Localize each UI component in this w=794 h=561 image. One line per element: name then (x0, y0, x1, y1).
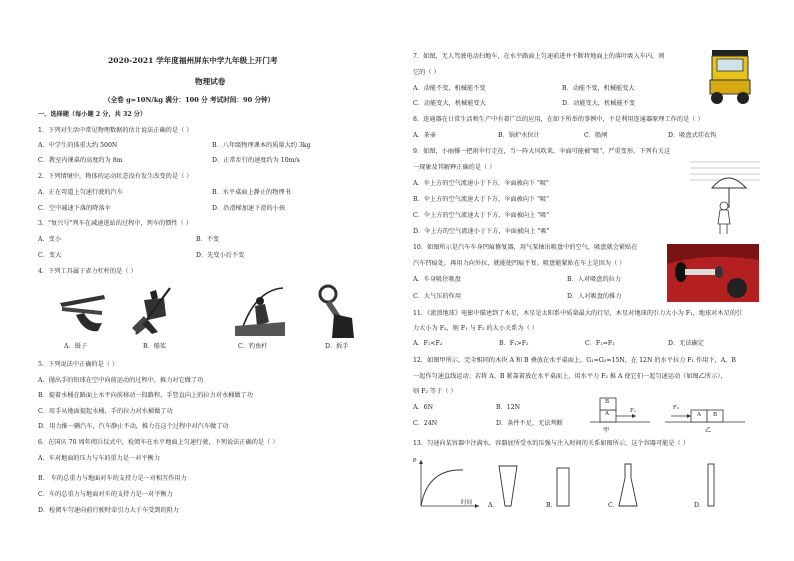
q6-option-a: A．车对地面的压力与车的重力是一对平衡力 (38, 455, 161, 462)
q6-option-b: B． 车的总重力与地面对车的支持力是一对相互作用力 (38, 475, 187, 482)
q11-option-a: A．F₁<F₂ (413, 340, 443, 347)
q9-option-a: A．伞上方的空气流速小于下方，伞面被向下 "吸" (413, 180, 549, 187)
q5-option-b: B．提着水桶在路面上水平向前移动一段路程，手竖直向上的拉力对水桶做了功 (38, 392, 253, 399)
q9-option-d: D．伞上方的空气流速小于下方，伞面被向上 "吸" (413, 228, 550, 235)
q10-option-a: A．车身吸住吸盘 (413, 276, 461, 283)
q5-option-c: C．用手从地面提起水桶，手的拉力对水桶做了功 (38, 408, 173, 415)
q3-option-d: D．先变小后不变 (196, 252, 245, 259)
q12-stem-line1: 12．如图甲所示，完全相同的木块 A 和 B 叠放在水平桌面上，G₁=G₂=15N，在 12N 的水平拉力 F₁ 作用下，A、B (413, 357, 736, 364)
stacked-blocks-diagram (590, 392, 650, 432)
q13-stem: 13．匀速向某容器中注满水，容器底所受水的压强与注入时间的关系如图所示，这个容器可能是（ ） (413, 440, 689, 447)
q10-stem-line2: 汽车凹痕处，再用力向外拉，就能使凹痕平复。吸盘能紧贴在车上是因为（ ） (413, 260, 626, 267)
q10-option-c: C．大气压的作用 (413, 293, 462, 300)
q8-option-b: B．锅炉水位计 (498, 132, 540, 139)
q11-option-b: B．F₁>F₂ (499, 340, 529, 347)
q9-option-b: B．伞上方的空气流速大于下方，伞面被向下 "吸" (413, 196, 549, 203)
fishing-rod-photo (235, 286, 285, 336)
q3-option-c: C．变大 (38, 252, 62, 259)
container-c-flask (617, 462, 639, 508)
q2-option-b: B．水平桌面上静止的物理书 (212, 189, 291, 196)
q12-stem-line2: 一起作匀速直线运动；若将 A、B 紧靠着放在水平桌面上，用水平力 F₂ 推 A 使它们一起匀速运动（如图乙所示）， (413, 373, 727, 380)
q6-stem: 6．在国庆 70 周年阅兵仪式中，检阅车在水平地面上匀速行驶，下列说法正确的是（ ） (38, 439, 279, 446)
block-b-label: B (605, 399, 610, 405)
q11-option-d: D．无法确定 (668, 340, 704, 347)
dent-repair-suction-photo (667, 244, 759, 302)
q6-option-d: D．检阅车匀速向前行驶时牵引力大于车受到的阻力 (38, 507, 180, 514)
container-b-cylinder (555, 466, 571, 508)
q8-option-c: C．船闸 (584, 132, 608, 139)
q7-option-d: D．动能变大，机械能不变 (562, 100, 636, 107)
q12-option-b: B．12N (496, 404, 521, 411)
force-f1-label: F₁ (630, 408, 637, 414)
q13-option-d: D． (694, 502, 706, 509)
q4-stem: 4．下列工具属于省力杠杆的是（ ） (38, 268, 137, 275)
block-a-label-2: A (697, 412, 701, 418)
q13-option-c: C． (608, 502, 619, 509)
q7-stem-line2: 它的（ ） (413, 69, 440, 76)
block-b-label-2: B (713, 412, 718, 418)
q9-stem-line2: 一现象及其解释正确的是（ ） (413, 164, 496, 171)
q4-option-a: A．镊子 (64, 343, 88, 350)
q13-option-b: B． (546, 502, 557, 509)
wrench-photo (316, 284, 356, 338)
exam-info: （全卷 g=10N/kg 满分：100 分 考试时间：90 分钟） (104, 96, 275, 104)
q2-option-a: A．正在弯道上匀速行驶的汽车 (38, 189, 123, 196)
q2-option-d: D．沿滑梯加速下滑的小孩 (212, 205, 286, 212)
q5-option-d: D．用力推一辆汽车，汽车静止不动，推力在这个过程中对汽车做了功 (38, 423, 229, 430)
q13-option-a: A． (488, 502, 499, 509)
container-d-narrow-tube (704, 462, 718, 508)
q2-stem: 2．下列情境中，物体的运动状态没有发生改变的是（ ） (38, 173, 193, 180)
q3-option-a: A．变小 (38, 236, 62, 243)
q4-option-b: B．船桨 (143, 343, 167, 350)
graph-p-axis-label: p (413, 457, 417, 463)
container-a-flared-top (497, 464, 519, 508)
section-heading: 一、选择题（每小题 2 分，共 32 分） (38, 111, 147, 118)
tweezers-photo (58, 285, 108, 335)
q1-option-b: B．八年级物理课本的质量大约 3kg (212, 142, 311, 149)
girl-with-umbrella-illustration (690, 158, 760, 238)
q7-option-a: A．动能不变，机械能不变 (413, 85, 486, 92)
q9-option-c: C．伞上方的空气流速大于下方，伞面被向上 "吸" (413, 212, 550, 219)
q12-option-c: C．24N (413, 420, 438, 427)
q5-option-a: A．抛出手的铅球在空中向前运动的过程中，推力对它做了功 (38, 377, 204, 384)
graph-time-axis-label: 时间 (461, 500, 473, 506)
q4-option-d: D．扳手 (325, 343, 349, 350)
q12-option-d: D．条件不足，无法判断 (496, 420, 563, 427)
q11-stem-line2: 力大小为 F₂，则 F₁ 与 F₂ 的大小关系为（ ） (413, 325, 538, 332)
force-f2-label: F₂ (673, 405, 680, 411)
q8-option-d: D．吸盘式挂衣钩 (668, 132, 717, 139)
exam-title: 2020-2021 学年度福州屏东中学九年级上开门考 (108, 56, 278, 65)
q7-option-b: B．动能不变，机械能变大 (562, 85, 635, 92)
q11-option-c: C．F₁=F₂ (585, 340, 615, 347)
q12-stem-line3: 则 F₂ 等于（ ） (413, 388, 457, 395)
q11-stem-line1: 11．《流浪地球》电影中描述到了木星，木星是太阳系中质量最大的行星，木星对地球的引力大小为 F₁，地球对木星的引 (413, 310, 743, 317)
q7-option-c: C．动能变大，机械能变大 (413, 100, 486, 107)
q5-stem: 5．下列说法中正确的是（ ） (38, 361, 119, 368)
q1-stem: 1．下列对生活中常见物理数据的估计说法正确的是（ ） (38, 127, 193, 134)
q8-stem: 8．连通器在日常生活和生产中有着广泛的应用，在如下所举的事例中，不是利用连通器原理工作的是（ ） (413, 116, 704, 123)
q7-stem-line1: 7．如图，无人驾驶电动扫地车，在水平路面上匀速前进并不断将地面上的落叶吸入车内，则 (413, 53, 665, 60)
q1-option-c: C．教室内课桌的高度约为 8m (38, 157, 123, 164)
q2-option-c: C．空中减速下落的降落伞 (38, 205, 111, 212)
q12-option-a: A．6N (413, 404, 434, 411)
q10-option-b: B．人对吸盘的拉力 (567, 276, 622, 283)
figure-jia-caption: 甲 (603, 427, 610, 434)
q3-option-b: B．不变 (196, 236, 220, 243)
q3-stem: 3．"复兴号"列车在减速进站的过程中，列车的惯性（ ） (38, 220, 192, 227)
q9-stem-line1: 9．如图，小丽撑一把雨伞行走在，当一阵大风吹来，伞面可能被"吸"，严重变形，下列有关这 (413, 148, 671, 155)
sweeper-vehicle-photo (704, 46, 756, 106)
q4-option-c: C．钓鱼杆 (238, 343, 268, 350)
q1-option-d: D．正常步行的速度约为 10m/s (212, 157, 300, 164)
paddle-rower-photo (130, 286, 178, 336)
q1-option-a: A．中学生的体重大约 500N (38, 142, 118, 149)
q6-option-c: C．车的总重力与地面对车的支持力是一对平衡力 (38, 491, 173, 498)
q10-stem-line1: 10．如图所示是汽车车身凹痕修复器，用气泵抽出吸盘中的空气，吸盘就会紧贴在 (413, 244, 638, 251)
block-a-label: A (605, 411, 609, 417)
figure-yi-caption: 乙 (705, 427, 712, 434)
exam-subject: 物理试卷 (195, 77, 226, 86)
q8-option-a: A．茶壶 (413, 132, 437, 139)
q10-option-d: D．人对吸盘的推力 (567, 293, 622, 300)
